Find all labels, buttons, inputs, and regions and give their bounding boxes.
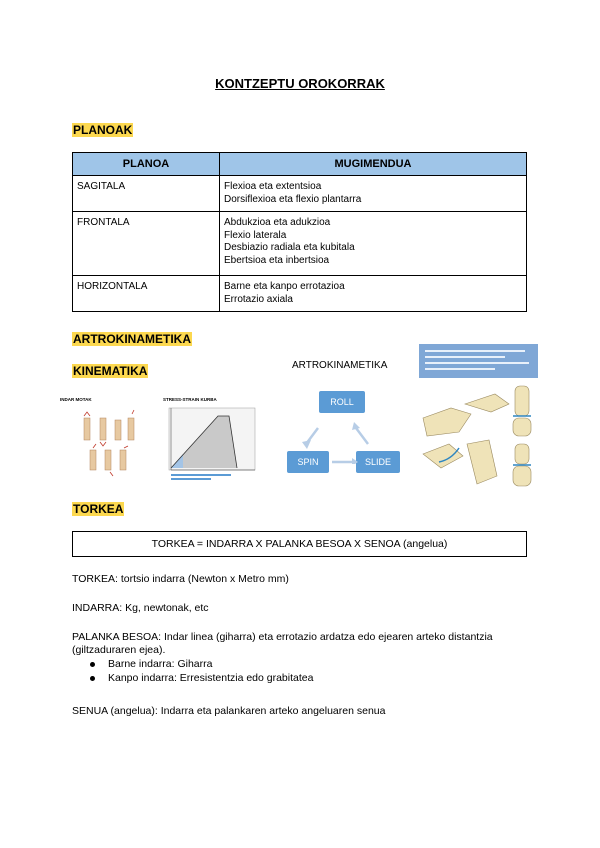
cycle-arrows <box>290 414 400 464</box>
table-header-mugimendua: MUGIMENDUA <box>220 153 527 176</box>
planoak-heading: PLANOAK <box>73 123 133 137</box>
movements-cell: Abdukzioa eta adukzioa Flexio laterala Desbiazio radiala eta kubitala Ebertsioa eta inbertsioa <box>220 212 527 276</box>
torkea-heading: TORKEA <box>73 502 124 516</box>
indar-motak-figure: INDAR MOTAK <box>60 397 160 482</box>
list-item: Barne indarra: Giharra <box>72 658 313 672</box>
bone-forces-illustration <box>60 402 160 480</box>
torkea-definition: TORKEA: tortsio indarra (Newton x Metro mm) <box>72 573 289 585</box>
kinematika-heading: KINEMATIKA <box>73 364 148 378</box>
movements-cell: Flexioa eta extentsioa Dorsiflexioa eta flexio plantarra <box>220 176 527 212</box>
stress-strain-figure: STRESS-STRAIN KURBA <box>163 397 263 487</box>
spin-box: SPIN <box>287 451 329 473</box>
page-title: KONTZEPTU OROKORRAK <box>215 76 385 91</box>
table-row <box>73 212 527 276</box>
joint-motion-figure <box>419 344 538 490</box>
torkea-formula-box: TORKEA = INDARRA X PALANKA BESOA X SENOA (angelua) <box>72 531 527 557</box>
senua-definition: SENUA (angelua): Indarra eta palankaren arteko angeluaren senua <box>72 705 386 717</box>
table-header-planoa: PLANOA <box>73 153 220 176</box>
table-row <box>73 276 527 312</box>
planoak-table <box>72 152 527 312</box>
stress-strain-chart <box>163 402 263 486</box>
movements-cell: Barne eta kanpo errotazioa Errotazio axiala <box>220 276 527 312</box>
indar-motak-list <box>72 658 313 685</box>
artrokinametika-diagram-title: ARTROKINAMETIKA <box>292 360 388 371</box>
roll-box: ROLL <box>319 391 365 413</box>
table-row <box>73 176 527 212</box>
joint-illustration <box>419 344 538 490</box>
plane-cell: SAGITALA <box>73 176 220 212</box>
artrokinametika-heading: ARTROKINAMETIKA <box>73 332 191 346</box>
palanka-definition: PALANKA BESOA: Indar linea (giharra) eta errotazio ardatza edo ejearen arteko distantzia (giltzaduraren ejea). <box>72 631 493 656</box>
plane-cell: FRONTALA <box>73 212 220 276</box>
indarra-definition: INDARRA: Kg, newtonak, etc <box>72 602 209 614</box>
plane-cell: HORIZONTALA <box>73 276 220 312</box>
list-item: Kanpo indarra: Erresistentzia edo grabitatea <box>72 672 313 686</box>
slide-box: SLIDE <box>356 451 400 473</box>
